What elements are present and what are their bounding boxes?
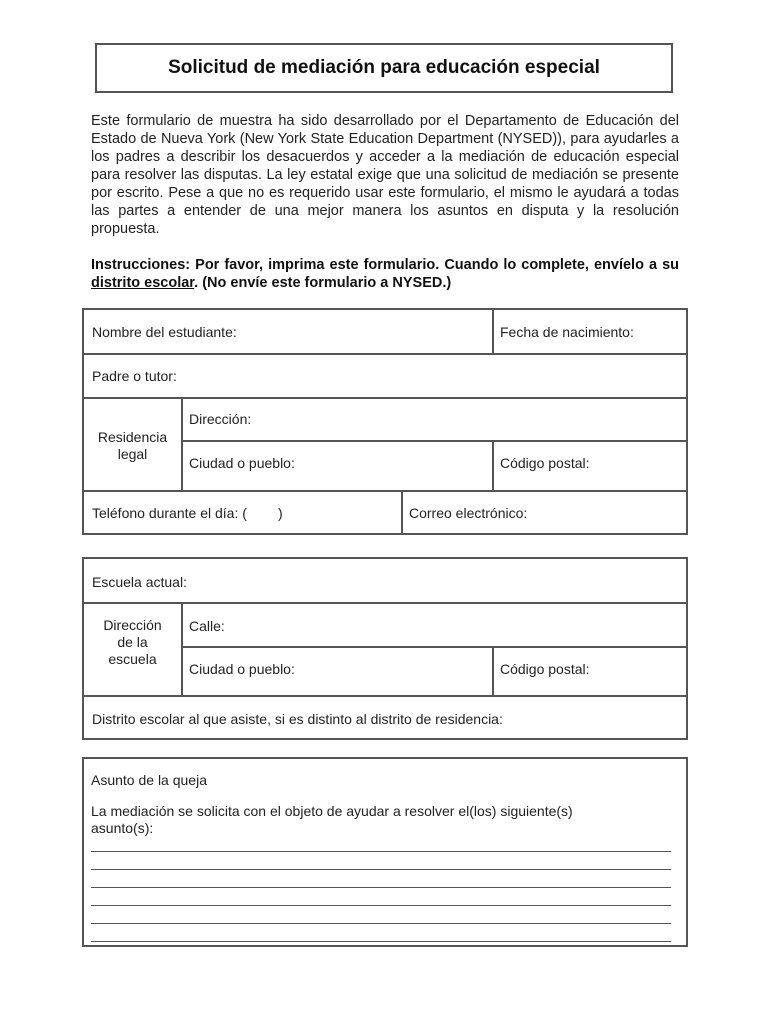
- complaint-line[interactable]: [91, 923, 671, 924]
- school-street-field[interactable]: Calle:: [189, 618, 225, 634]
- instructions-text-1: Instrucciones: Por favor, imprima este formulario. Cuando lo complete, envíelo a su: [91, 257, 679, 273]
- email-field[interactable]: Correo electrónico:: [409, 505, 528, 521]
- school-city-field[interactable]: Ciudad o pueblo:: [189, 661, 295, 677]
- legal-residence-label: Residencia legal: [97, 429, 168, 462]
- complaint-line[interactable]: [91, 851, 671, 852]
- complaint-line[interactable]: [91, 887, 671, 888]
- address-field[interactable]: Dirección:: [189, 411, 252, 427]
- instructions-paragraph: [91, 256, 679, 292]
- intro-paragraph: Este formulario de muestra ha sido desarrollado por el Departamento de Educación del Estado de Nueva York (New York State Education Department (NYSED)), para ayudarles a los padres a describir los desacuerdos y acceder a la mediación de educación especial para resolver las disputas. La ley estatal exige que una solicitud de mediación se presente por escrito. Pese a que no es requerido usar este formulario, el mismo le ayudará a todas las partes a entender de una mejor manera los asuntos en disputa y la resolución propuesta.: [91, 113, 679, 237]
- complaint-prompt: La mediación se solicita con el objeto de ayudar a resolver el(los) siguiente(s) asunto(s):: [91, 803, 573, 836]
- daytime-phone-field[interactable]: Teléfono durante el día: ( ): [92, 505, 283, 521]
- complaint-line[interactable]: [91, 869, 671, 870]
- zip-code-field[interactable]: Código postal:: [500, 455, 590, 471]
- form-title: Solicitud de mediación para educación especial: [95, 43, 673, 93]
- complaint-heading: Asunto de la queja: [91, 772, 207, 788]
- school-district-link[interactable]: distrito escolar: [91, 275, 195, 291]
- student-info-table: [82, 308, 688, 535]
- instructions-text-2: . (No envíe este formulario a NYSED.): [194, 275, 452, 291]
- complaint-line[interactable]: [91, 941, 671, 942]
- parent-guardian-field[interactable]: Padre o tutor:: [92, 368, 177, 384]
- school-address-label: Dirección de la escuela: [103, 617, 162, 667]
- city-field[interactable]: Ciudad o pueblo:: [189, 455, 295, 471]
- school-info-table: [82, 557, 688, 740]
- attending-district-field[interactable]: Distrito escolar al que asiste, si es distinto al distrito de residencia:: [92, 711, 503, 727]
- current-school-field[interactable]: Escuela actual:: [92, 574, 187, 590]
- complaint-line[interactable]: [91, 905, 671, 906]
- student-name-field[interactable]: Nombre del estudiante:: [92, 324, 237, 340]
- school-zip-code-field[interactable]: Código postal:: [500, 661, 590, 677]
- birth-date-field[interactable]: Fecha de nacimiento:: [500, 324, 634, 340]
